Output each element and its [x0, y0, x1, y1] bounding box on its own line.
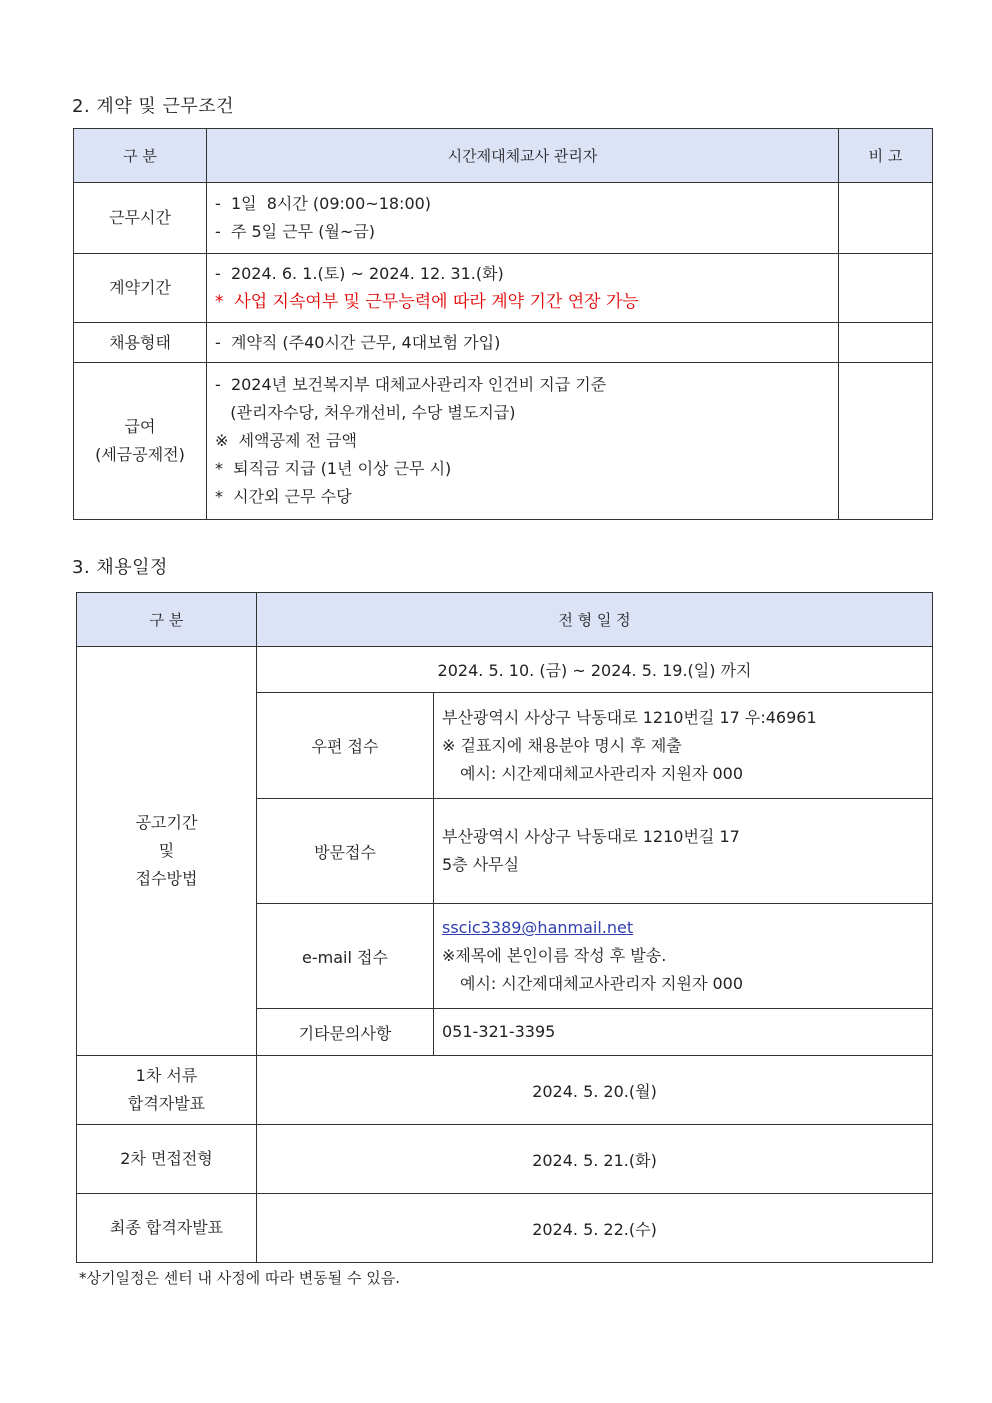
remarks-cell — [839, 323, 933, 363]
stage-second-label: 2차 면접전형 — [77, 1125, 257, 1194]
extension-notice: * 사업 지속여부 및 근무능력에 따라 계약 기간 연장 가능 — [215, 292, 639, 312]
header-category: 구 분 — [77, 593, 257, 647]
header-remarks: 비 고 — [839, 129, 933, 183]
employment-type-content: - 계약직 (주40시간 근무, 4대보험 가입) — [207, 323, 839, 363]
method-visit-label: 방문접수 — [257, 799, 434, 904]
remarks-cell — [839, 363, 933, 520]
row-label-contract-period: 계약기간 — [74, 254, 207, 323]
stage-first-label: 1차 서류 합격자발표 — [77, 1056, 257, 1125]
contract-conditions-table — [73, 128, 933, 520]
stage-first-date: 2024. 5. 20.(월) — [257, 1056, 933, 1125]
remarks-cell — [839, 183, 933, 254]
recruitment-schedule-table — [76, 592, 933, 1263]
notice-period-label: 공고기간 및 접수방법 — [77, 647, 257, 1056]
method-inquiry-label: 기타문의사항 — [257, 1009, 434, 1056]
header-category: 구 분 — [74, 129, 207, 183]
method-mail-label: 우편 접수 — [257, 693, 434, 799]
work-hours-content: - 1일 8시간 (09:00~18:00) - 주 5일 근무 (월~금) — [207, 183, 839, 254]
stage-final-label: 최종 합격자발표 — [77, 1194, 257, 1263]
row-label-employment-type: 채용형태 — [74, 323, 207, 363]
stage-final-date: 2024. 5. 22.(수) — [257, 1194, 933, 1263]
stage-second-date: 2024. 5. 21.(화) — [257, 1125, 933, 1194]
row-label-salary: 급여 (세금공제전) — [74, 363, 207, 520]
method-email-content: sscic3389@hanmail.net ※제목에 본인이름 작성 후 발송. 예시: 시간제대체교사관리자 지원자 000 — [434, 904, 933, 1009]
header-schedule: 전 형 일 정 — [257, 593, 933, 647]
section2-title: 2. 계약 및 근무조건 — [72, 96, 235, 117]
email-link[interactable]: sscic3389@hanmail.net — [442, 918, 634, 937]
section3-title: 3. 채용일정 — [72, 557, 168, 578]
header-position: 시간제대체교사 관리자 — [207, 129, 839, 183]
method-email-label: e-mail 접수 — [257, 904, 434, 1009]
contract-period-content: - 2024. 6. 1.(토) ~ 2024. 12. 31.(화) * 사업 지속여부 및 근무능력에 따라 계약 기간 연장 가능 — [207, 254, 839, 323]
method-mail-content: 부산광역시 사상구 낙동대로 1210번길 17 우:46961 ※ 겉표지에 채용분야 명시 후 제출 예시: 시간제대체교사관리자 지원자 000 — [434, 693, 933, 799]
inquiry-phone: 051-321-3395 — [434, 1009, 933, 1056]
notice-period-dates: 2024. 5. 10. (금) ~ 2024. 5. 19.(일) 까지 — [257, 647, 933, 693]
remarks-cell — [839, 254, 933, 323]
method-visit-content: 부산광역시 사상구 낙동대로 1210번길 17 5층 사무실 — [434, 799, 933, 904]
row-label-work-hours: 근무시간 — [74, 183, 207, 254]
salary-content: - 2024년 보건복지부 대체교사관리자 인건비 지급 기준 (관리자수당, 처우개선비, 수당 별도지급) ※ 세액공제 전 금액 * 퇴직금 지급 (1년 이상 근무 시) * 시간외 근무 수당 — [207, 363, 839, 520]
schedule-footnote: *상기일정은 센터 내 사정에 따라 변동될 수 있음. — [79, 1269, 400, 1287]
